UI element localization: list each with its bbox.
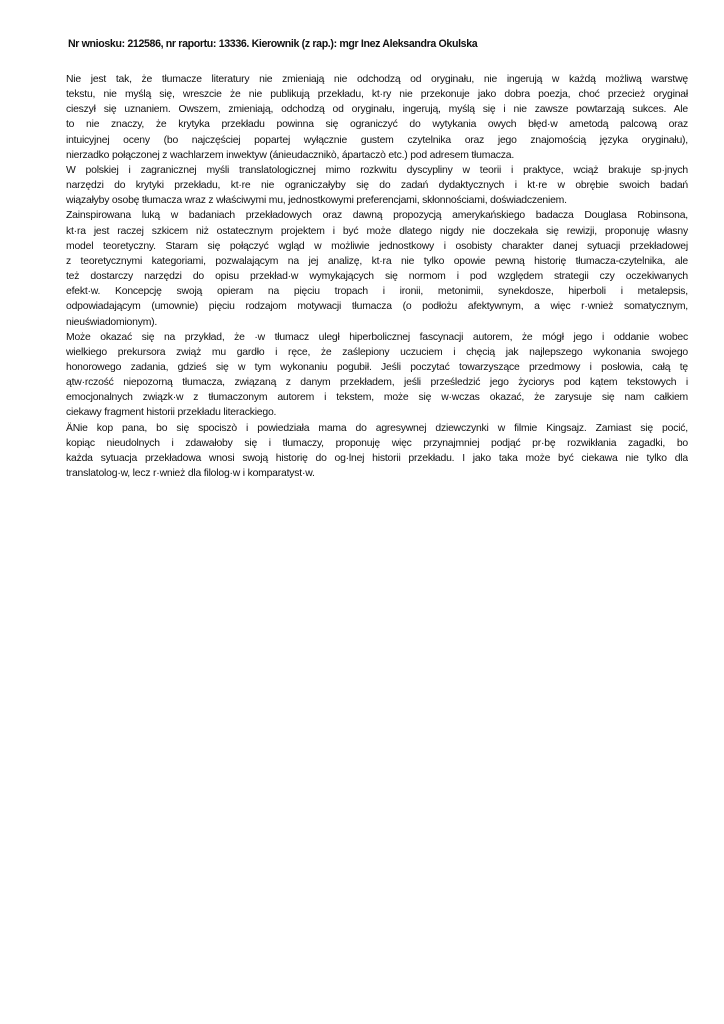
text-line: kopiąc nieudolnych i zdawałoby się i tłumaczy, proponuję więc przynajmniej podjąć pr·bę rozwikłania zagadki, bo (66, 437, 688, 449)
text-line: Zainspirowana luką w badaniach przekładowych oraz dawną propozycją amerykańskiego badacza Douglasa Robinsona, (66, 210, 688, 222)
text-line: cieszył się uznaniem. Owszem, zmieniają, odchodzą od oryginału, ingerują, myślą się i nie zawsze powtarzają sukces. Ale (66, 104, 688, 116)
text-line: odpowiadającym (umownie) pięciu rodzajom motywacji tłumacza (o podłożu afektywnym, a więc r·wnież somatycznym, (66, 301, 688, 313)
text-line: nierzadko połączonej z wachlarzem inwektyw (ánieudacznikò, ápartaczò etc.) pod adresem tłumacza. (66, 149, 515, 161)
text-line: wielkiego prekursora zwiąż mu gardło i ręce, że zaślepiony uczuciem i chęcią jak najlepszego wykonania swojego (66, 346, 688, 358)
text-line: translatolog·w, lecz r·wnież dla filolog·w i komparatyst·w. (66, 468, 315, 480)
report-header: Nr wniosku: 212586, nr raportu: 13336. Kierownik (z rap.): mgr Inez Aleksandra Okulska (68, 38, 478, 50)
text-line: W polskiej i zagranicznej myśli translatologicznej mimo rozkwitu dyscypliny w teorii i praktyce, wciąż brakuje sp·jnych (66, 164, 688, 176)
report-body-text (66, 72, 688, 481)
text-line: kt·ra jest raczej szkicem niż ostatecznym projektem i być może dlatego nigdy nie doczekała się rewizji, proponuję własny (66, 225, 688, 237)
text-line: każda sytuacja przekładowa wnosi swoją historię do og·lnej historii przekładu. I jako taka może być ciekawa nie tylko dla (66, 452, 688, 464)
text-line: narzędzi do krytyki przekładu, kt·re nie ograniczałyby się do zadań dydaktycznych i kt·re w obrębie swoich badań (66, 180, 688, 192)
text-line: Może okazać się na przykład, że ·w tłumacz uległ hiperbolicznej fascynacji autorem, że mógł jego i oddanie wobec (66, 331, 688, 343)
text-line: intuicyjnej oceny (bo najczęściej popartej wyłącznie gustem czytelnika oraz jego znajomością języka oryginału), (66, 134, 688, 146)
text-line: honorowego zadania, gdzieś się w tym wykonaniu pogubił. Jeśli poczytać towarzyszące przedmowy i posłowia, całą tę (66, 361, 688, 373)
text-line: efekt·w. Koncepcję swoją opieram na pięciu tropach i ironii, metonimii, synekdosze, hiperboli i metalepsis, (66, 286, 688, 298)
text-line: ÄNie kop pana, bo się spociszò i powiedziała mama do agresywnej dziewczynki w filmie Kingsajz. Zamiast się pocić, (66, 422, 688, 434)
text-line: też dostarczy narzędzi do opisu przekład·w wymykających się normom i pod względem strategii czy oczekiwanych (66, 271, 688, 283)
text-line: wiązałyby osobę tłumacza wraz z właściwymi mu, jednostkowymi preferencjami, skłonnościami, doświadczeniem. (66, 195, 567, 207)
text-line: ątw·rczość niepozorną tłumacza, związaną z danym przekładem, jeśli prześledzić jego życiorys pod kątem tekstowych i (66, 377, 688, 389)
text-line: to nie znaczy, że krytyka przekładu powinna się ograniczyć do wytykania owych błęd·w ametodą palcową oraz (66, 119, 688, 131)
text-line: tekstu, nie myślą się, wreszcie że nie publikują przekładu, kt·ry nie przekonuje jako dobra poezja, choć przecież oryginał (66, 89, 688, 101)
text-line: Nie jest tak, że tłumacze literatury nie zmieniają nie odchodzą od oryginału, nie ingerują w każdą możliwą warstwę (66, 74, 688, 85)
text-line: model teoretyczny. Staram się połączyć wgląd w możliwie jednostkowy i osobisty charakter danej sytuacji przekładowej (66, 240, 688, 252)
text-line: ciekawy fragment historii przekładu literackiego. (66, 407, 277, 419)
text-line: emocjonalnych związk·w z tłumaczonym autorem i tekstem, może się w·wczas okazać, że zarysuje się nam całkiem (66, 392, 688, 404)
text-line: nieuświadomionym). (66, 316, 158, 328)
text-line: z teoretycznymi kategoriami, pozwalającym na jej analizę, kt·ra nie tylko opowie pewną historię tłumacza-czytelnika, ale (66, 255, 688, 267)
